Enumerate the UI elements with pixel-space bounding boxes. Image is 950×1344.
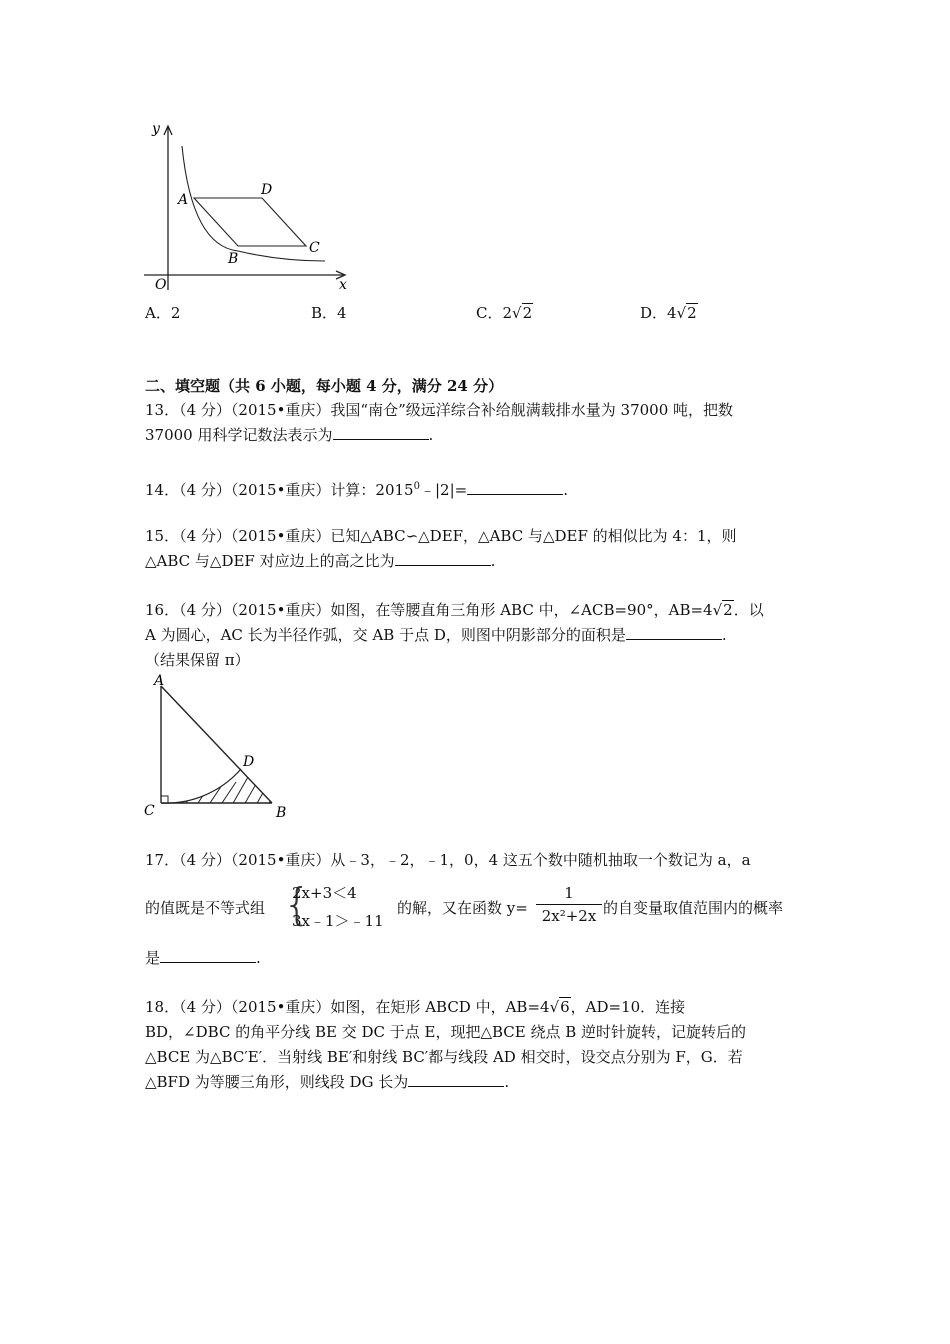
q18-line4 (145, 1072, 509, 1092)
inequality-2: 3x﹣1＞﹣11 (292, 912, 384, 930)
option-c-radicand: 2 (522, 304, 533, 322)
q18-text: △BFD 为等腰三角形，则线段 DG 长为 (145, 1073, 409, 1091)
q18-line3: △BCE 为△BC′E′．当射线 BE′和射线 BC′都与线段 AD 相交时，设交点分别为 F，G．若 (145, 1048, 743, 1066)
option-d (640, 302, 698, 323)
q17-text: 是 (145, 949, 161, 967)
q18-line2: BD，∠DBC 的角平分线 BE 交 DC 于点 E，现把△BCE 绕点 B 逆时针旋转，记旋转后的 (145, 1023, 747, 1041)
q15-end: . (490, 552, 496, 570)
inequality-1: 2x+3＜4 (292, 884, 357, 902)
label-y: y (152, 121, 160, 137)
q18-line1 (145, 997, 685, 1017)
label-d: D (261, 182, 273, 198)
sqrt-sign: √ (676, 304, 687, 322)
sqrt-sign: √ (712, 601, 723, 619)
figure-triangle (140, 672, 300, 822)
q18-end: . (504, 1073, 510, 1091)
label-origin: O (155, 277, 167, 293)
q17-line1: 17．（4 分）（2015•重庆）从﹣3，﹣2，﹣1，0，4 这五个数中随机抽取一个数记为 a，a (145, 851, 751, 869)
q14-line (145, 477, 568, 500)
q15-line1: 15．（4 分）（2015•重庆）已知△ABC∽△DEF，△ABC 与△DEF 的相似比为 4：1，则 (145, 527, 737, 545)
q14-end: . (563, 481, 568, 499)
q16-line3: （结果保留 π） (145, 651, 250, 669)
option-c (476, 302, 533, 323)
label-a: A (154, 673, 165, 689)
q13-text: 37000 用科学记数法表示为 (145, 426, 333, 444)
sqrt-sign: √ (549, 998, 560, 1016)
right-angle-mark (161, 796, 168, 803)
q16-line2 (145, 625, 727, 645)
label-c: C (309, 240, 320, 256)
q17-line2-before: 的值既是不等式组 (145, 899, 266, 917)
option-b: B．4 (311, 304, 347, 322)
answer-blank[interactable] (626, 625, 722, 640)
q13-end: . (428, 426, 434, 444)
fraction-numerator: 1 (536, 884, 602, 905)
option-a: A．2 (145, 304, 181, 322)
sqrt-sign: √ (512, 304, 522, 322)
q18-after: ，AD=10．连接 (570, 998, 686, 1016)
label-x: x (339, 277, 347, 293)
q18-before: 18．（4 分）（2015•重庆）如图，在矩形 ABCD 中，AB=4 (145, 998, 550, 1016)
q18-radicand: 6 (560, 998, 570, 1016)
q17-line3 (145, 948, 261, 968)
q15-line2 (145, 551, 495, 571)
q17-line2-middle: 的解，又在函数 y= (397, 899, 528, 917)
q15-text: △ABC 与△DEF 对应边上的高之比为 (145, 552, 395, 570)
answer-blank[interactable] (408, 1072, 504, 1087)
q16-before: 16．（4 分）（2015•重庆）如图，在等腰直角三角形 ABC 中，∠ACB=90°，AB=4 (145, 601, 713, 619)
option-d-prefix: D．4 (640, 304, 677, 322)
function-fraction (536, 884, 602, 925)
q14-before: 14．（4 分）（2015•重庆）计算：2015 (145, 481, 414, 499)
answer-blank[interactable] (333, 425, 429, 440)
q17-end: . (256, 949, 261, 967)
q13-line1: 13．（4 分）（2015•重庆）我国“南仓”级远洋综合补给舰满载排水量为 37000 吨，把数 (145, 401, 734, 419)
q16-text: A 为圆心，AC 长为半径作弧，交 AB 于点 D，则图中阴影部分的面积是 (145, 626, 626, 644)
q13-line2 (145, 425, 433, 445)
q17-line2-after: 的自变量取值范围内的概率 (603, 899, 784, 917)
fraction-denominator: 2x²+2x (541, 907, 597, 925)
parallelogram-abcd (194, 198, 306, 246)
label-c: C (144, 803, 155, 819)
label-b: B (228, 251, 239, 267)
option-c-prefix: C．2 (476, 304, 513, 322)
label-a: A (178, 192, 189, 208)
answer-blank[interactable] (467, 480, 563, 495)
answer-blank[interactable] (160, 948, 256, 963)
figure-coordinate-graph (140, 118, 355, 298)
q16-end: . (721, 626, 727, 644)
q14-after: ﹣|2|= (419, 481, 468, 499)
option-d-radicand: 2 (687, 304, 697, 322)
side-ab (161, 686, 272, 803)
shaded-region (180, 777, 284, 812)
section-heading: 二、填空题（共 6 小题，每小题 4 分，满分 24 分） (145, 377, 504, 395)
inequality-system (283, 880, 403, 932)
answer-blank[interactable] (395, 551, 491, 566)
q14-exponent: 0 (413, 481, 420, 492)
q16-line1 (145, 600, 764, 620)
label-b: B (276, 805, 287, 821)
q16-after: ．以 (733, 601, 764, 619)
left-brace: { (283, 879, 311, 930)
q16-radicand: 2 (723, 601, 733, 619)
label-d: D (243, 754, 255, 770)
